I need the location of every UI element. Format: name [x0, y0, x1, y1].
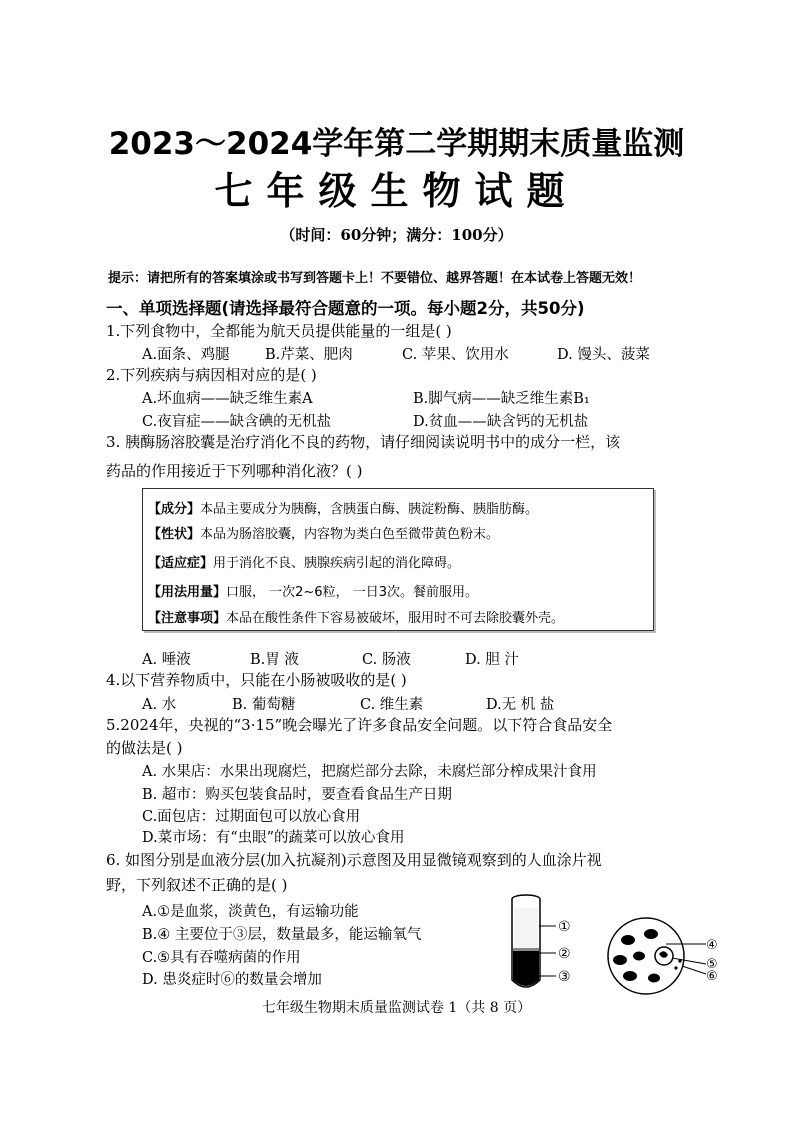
microscope-field: [608, 918, 684, 994]
question-3-stem-line1: 3. 胰酶肠溶胶囊是治疗消化不良的药物，请仔细阅读说明书中的成分一栏，该: [106, 433, 621, 451]
leaflet-indications-label: 【适应症】: [148, 556, 214, 571]
question-5-stem-line1: 5.2024年，央视的“3·15”晚会曝光了许多食品安全问题。以下符合食品安全: [106, 716, 613, 734]
question-6-stem-line1: 6. 如图分别是血液分层(加入抗凝剂)示意图及用显微镜观察到的人血涂片视: [106, 851, 602, 869]
blood-diagram: [496, 888, 736, 996]
q4-option-a: A. 水: [142, 697, 177, 713]
q1-option-d: D. 馒头、菠菜: [557, 347, 650, 363]
leaflet-ingredients-text: 本品主要成分为胰酶，含胰蛋白酶、胰淀粉酶、胰脂肪酶。: [200, 502, 539, 517]
leaflet-dosage: [148, 581, 478, 600]
diagram-label-1: ①: [558, 919, 571, 935]
q5-option-b: B. 超市：购买包装食品时，要查看食品生产日期: [142, 787, 452, 803]
leaflet-dosage-text: 口服， 一次2~6粒， 一日3次。餐前服用。: [226, 585, 478, 600]
q2-option-c: C.夜盲症——缺含碘的无机盐: [142, 414, 332, 430]
exam-title-line2: 七年级生物试题: [214, 169, 579, 213]
question-1-stem: 1.下列食物中，全都能为航天员提供能量的一组是( ): [106, 322, 452, 340]
q4-option-b: B. 葡萄糖: [232, 697, 296, 713]
q3-option-d: D. 胆 汁: [465, 652, 519, 668]
leaflet-indications-text: 用于消化不良、胰腺疾病引起的消化障碍。: [213, 556, 461, 571]
exam-title-line1: 2023～2024学年第二学期期末质量监测: [108, 126, 685, 162]
q5-option-c: C.面包店：过期面包可以放心食用: [142, 809, 361, 825]
question-3-stem-line2: 药品的作用接近于下列哪种消化液？( ): [106, 462, 363, 480]
question-6-stem-line2: 野，下列叙述不正确的是( ): [106, 876, 288, 894]
leaflet-dosage-label: 【用法用量】: [148, 585, 227, 600]
q2-option-d: D.贫血——缺含钙的无机盐: [413, 414, 589, 430]
page-footer: 七年级生物期末质量监测试卷 1（共 8 页）: [261, 1000, 532, 1016]
test-tube: [512, 895, 540, 987]
q2-option-a: A.坏血病——缺乏维生素A: [142, 391, 313, 407]
exam-time-score: （时间：60分钟；满分：100分）: [280, 226, 513, 244]
diagram-label-5: ⑤: [706, 957, 718, 972]
q4-option-c: C. 维生素: [360, 697, 424, 713]
leaflet-ingredients-label: 【成分】: [148, 502, 201, 517]
q2-option-b: B.脚气病——缺乏维生素B₁: [413, 391, 590, 407]
q3-option-b: B.胃 液: [250, 652, 299, 668]
q5-option-a: A. 水果店：水果出现腐烂，把腐烂部分去除，未腐烂部分榨成果汁食用: [142, 764, 597, 780]
q3-option-c: C. 肠液: [362, 652, 411, 668]
question-4-stem: 4.以下营养物质中，只能在小肠被吸收的是( ): [106, 671, 407, 689]
q4-option-d: D.无 机 盐: [486, 697, 555, 713]
q1-option-b: B.芹菜、肥肉: [265, 347, 353, 363]
q3-option-a: A. 唾液: [142, 652, 191, 668]
q6-option-c: C.⑤具有吞噬病菌的作用: [142, 950, 301, 966]
q1-option-a: A.面条、鸡腿: [142, 347, 230, 363]
exam-notice: 提示：请把所有的答案填涂或书写到答题卡上！不要错位、越界答题！在本试卷上答题无效！: [108, 271, 642, 286]
leaflet-indications: [148, 552, 460, 571]
question-5-stem-line2: 的做法是( ): [106, 739, 183, 757]
diagram-label-4: ④: [706, 938, 718, 953]
leaflet-precautions: [148, 607, 564, 626]
section-heading: 一、单项选择题(请选择最符合题意的一项。每小题2分，共50分): [106, 299, 585, 318]
leaflet-precautions-label: 【注意事项】: [148, 611, 227, 626]
leaflet-properties: [148, 523, 499, 542]
drug-leaflet-box: [142, 488, 654, 631]
q5-option-d: D.菜市场：有“虫眼”的蔬菜可以放心食用: [142, 830, 405, 846]
diagram-label-3: ③: [558, 969, 571, 985]
q6-option-b: B.④ 主要位于③层，数量最多，能运输氧气: [142, 927, 422, 943]
question-2-stem: 2.下列疾病与病因相对应的是( ): [106, 366, 317, 384]
q6-option-d: D. 患炎症时⑥的数量会增加: [142, 972, 322, 988]
leaflet-precautions-text: 本品在酸性条件下容易被破坏，服用时不可去除胶囊外壳。: [226, 611, 565, 626]
leaflet-properties-label: 【性状】: [148, 527, 201, 542]
diagram-label-6: ⑥: [706, 969, 718, 984]
q1-option-c: C. 苹果、饮用水: [402, 347, 509, 363]
diagram-label-2: ②: [558, 946, 571, 962]
leaflet-ingredients: [148, 498, 538, 517]
q6-option-a: A.①是血浆，淡黄色，有运输功能: [142, 904, 359, 920]
leaflet-properties-text: 本品为肠溶胶囊，内容物为类白色至微带黄色粉末。: [200, 527, 500, 542]
